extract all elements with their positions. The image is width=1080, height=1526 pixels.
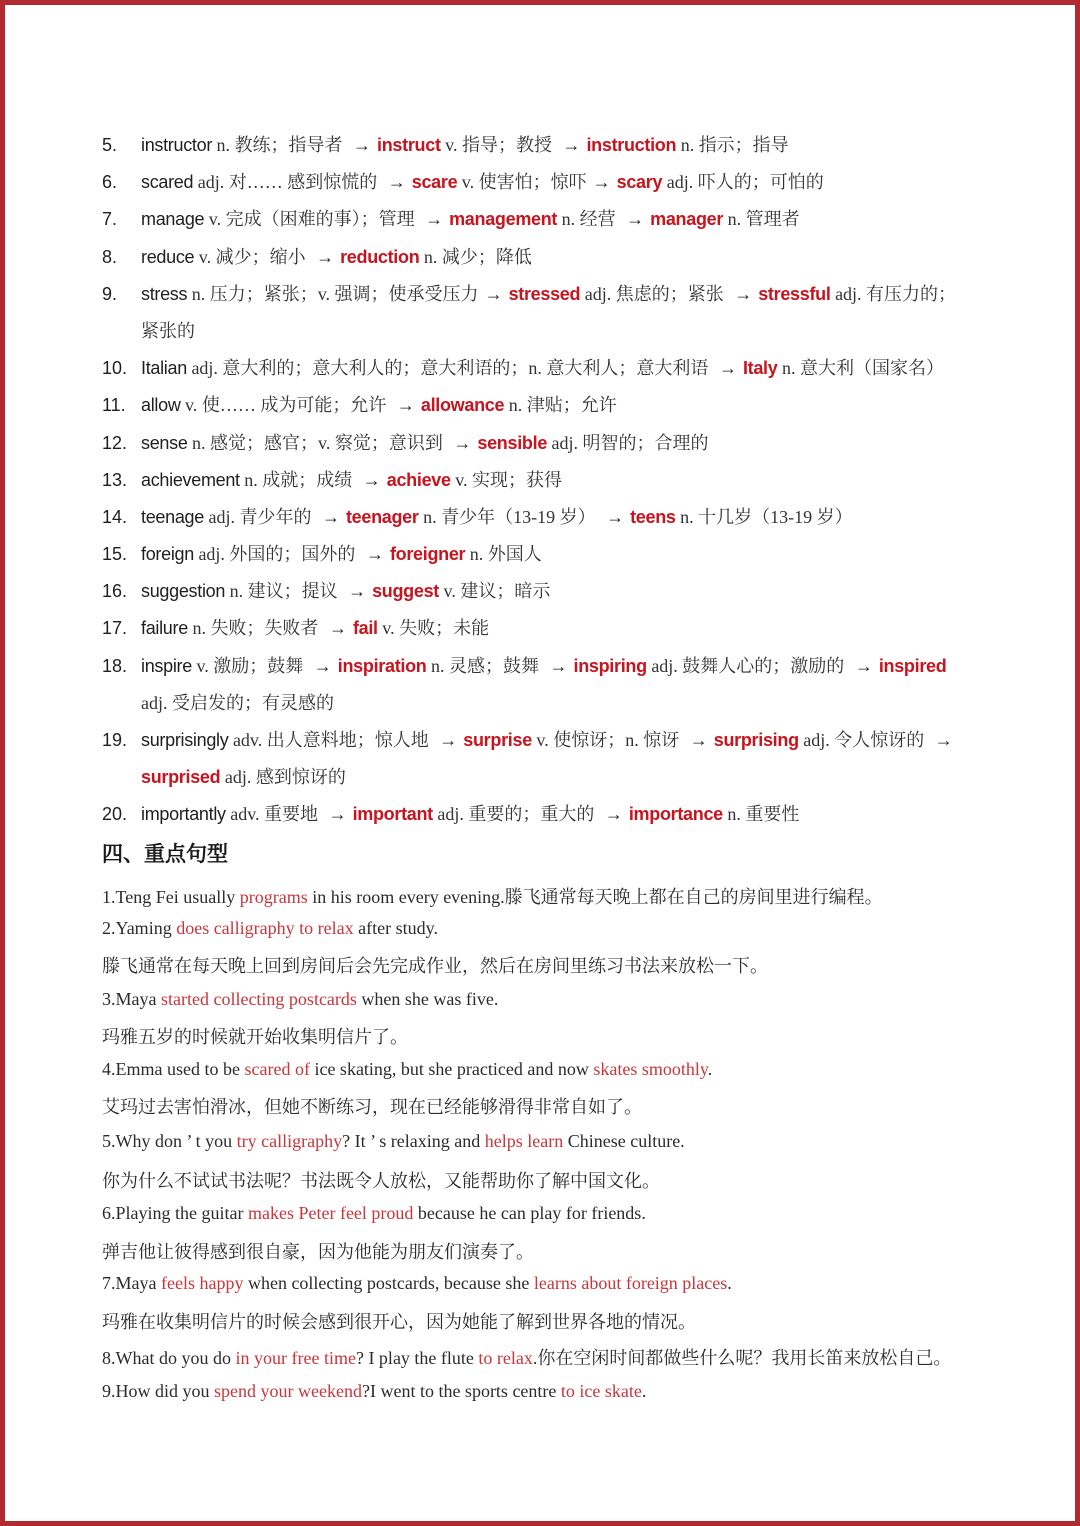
headword: failure [141, 618, 188, 639]
definition: n. 十几岁（13-19 岁） [675, 506, 853, 527]
derived-word: important [352, 804, 433, 825]
vocab-text [141, 499, 853, 536]
vocab-line [5, 499, 1080, 536]
derived-word: inspired [878, 655, 947, 676]
arrow-icon: → [328, 618, 347, 639]
definition: v. 使惊讶；n. 惊讶 [531, 730, 684, 750]
vocab-number: 18. [102, 655, 128, 676]
sentence-text: . [707, 1059, 713, 1079]
derived-word: teens [630, 506, 676, 527]
definition: v. 建议；暗示 [439, 581, 551, 602]
definition: n. 经营 [557, 209, 621, 230]
arrow-icon: → [362, 469, 381, 490]
sentence-text: after study. [353, 918, 438, 938]
vocab-line [5, 387, 1080, 424]
arrow-icon: → [328, 804, 347, 825]
derived-word: teenager [345, 506, 419, 527]
vocab-number: 13. [102, 469, 128, 490]
sentence-line [102, 918, 1062, 939]
sentence-text: ice skating, but she practiced and now [309, 1059, 594, 1079]
sentence-text: . [641, 1381, 647, 1401]
arrow-icon: → [718, 358, 737, 379]
definition: n. 管理者 [723, 209, 800, 230]
vocab-text [141, 462, 562, 499]
derived-word: instruction [586, 135, 677, 155]
vocab-line [5, 573, 1080, 610]
key-phrase: feels happy [160, 1273, 244, 1293]
headword: stress [141, 283, 188, 304]
arrow-icon: → [626, 209, 645, 230]
sentence-text: 3.Maya [102, 989, 161, 1009]
definition: n. 感觉；感官；v. 察觉；意识到 [187, 432, 448, 453]
vocab-text [141, 759, 346, 796]
sentence-text: 你为什么不试试书法呢？书法既令人放松，又能帮助你了解中国文化。 [102, 1171, 660, 1191]
headword: suggestion [141, 581, 226, 602]
definition: adj. 青少年的 [203, 506, 316, 527]
definition: v. 完成（困难的事）；管理 [204, 209, 420, 230]
definition: adv. 出人意料地；惊人地 [228, 730, 434, 750]
arrow-icon: → [604, 804, 623, 825]
sentence-text: .你在空闲时间都做些什么呢？我用长笛来放松自己。 [532, 1348, 952, 1368]
sentence-text: 4.Emma used to be [102, 1059, 245, 1079]
vocab-text [141, 239, 532, 276]
definition: adj. 感到惊讶的 [220, 767, 346, 788]
vocab-text [141, 313, 195, 350]
headword: scared [141, 172, 194, 193]
arrow-icon: → [353, 135, 372, 155]
sentence-text: ? I play the flute [355, 1348, 479, 1368]
arrow-icon: → [734, 283, 753, 304]
sentence-text: 5.Why don ’ t you [102, 1131, 237, 1151]
vocab-line [5, 685, 1080, 722]
headword: foreign [141, 544, 194, 565]
vocab-line [5, 536, 1080, 573]
derived-word: stressed [508, 283, 581, 304]
vocab-number: 17. [102, 618, 128, 639]
vocab-text [141, 201, 800, 238]
derived-word: reduction [340, 246, 420, 267]
sentence-text: 2.Yaming [102, 918, 177, 938]
headword: inspire [141, 655, 192, 676]
vocab-line [5, 239, 1080, 276]
vocab-text [141, 536, 542, 573]
vocab-number: 7. [102, 209, 118, 230]
definition: n. 意大利（国家名） [777, 358, 944, 379]
section-title: 四、重点句型 [102, 842, 228, 866]
definition: v. 激励；鼓舞 [191, 655, 308, 676]
definition: v. 失败；未能 [377, 618, 490, 639]
vocab-text [141, 648, 946, 685]
definition: n. 压力；紧张；v. 强调；使承受压力 [187, 283, 479, 304]
vocab-line [5, 759, 1080, 796]
key-phrase: in your free time [235, 1348, 356, 1368]
definition: adj. 意大利的；意大利人的；意大利语的；n. 意大利人；意大利语 [186, 358, 713, 379]
headword: allow [141, 395, 181, 416]
definition: n. 青少年（13-19 岁） [418, 506, 601, 527]
definition: n. 指示；指导 [676, 135, 789, 155]
sentence-text: 8.What do you do [102, 1348, 236, 1368]
key-phrase: to ice skate [560, 1381, 642, 1401]
definition: adv. 重要地 [225, 804, 323, 825]
sentence-text: 艾玛过去害怕滑冰，但她不断练习，现在已经能够滑得非常自如了。 [102, 1097, 642, 1117]
derived-word: inspiration [337, 655, 427, 676]
definition: adj. 鼓舞人心的；激励的 [646, 655, 849, 676]
vocab-number: 12. [102, 432, 128, 453]
definition: adj. 焦虑的；紧张 [580, 283, 729, 304]
arrow-icon: → [592, 172, 611, 193]
headword: teenage [141, 506, 204, 527]
arrow-icon: → [549, 655, 568, 676]
arrow-icon: → [854, 655, 873, 676]
arrow-icon: → [425, 209, 444, 230]
vocab-number: 6. [102, 172, 118, 193]
definition: adj. 明智的；合理的 [547, 432, 709, 453]
vocab-number: 8. [102, 246, 118, 267]
derived-word: stressful [758, 283, 831, 304]
vocab-number: 11. [102, 395, 126, 416]
sentence-line [102, 1381, 1062, 1402]
derived-word: allowance [420, 395, 505, 416]
sentence-line [102, 1059, 1062, 1080]
headword: reduce [141, 246, 195, 267]
definition: n. 建议；提议 [225, 581, 343, 602]
sentence-line [102, 1273, 1062, 1294]
definition: adj. 外国的；国外的 [193, 544, 360, 565]
key-phrase: learns about foreign places [533, 1273, 728, 1293]
definition: adj. 对…… 感到惊慌的 [193, 172, 382, 193]
definition: n. 教练；指导者 [212, 135, 348, 155]
arrow-icon: → [606, 506, 625, 527]
definition: adj. 令人惊讶的 [798, 730, 929, 750]
derived-word: importance [628, 804, 723, 825]
vocab-text [141, 573, 550, 610]
headword: instructor [141, 135, 213, 155]
definition: v. 使害怕；惊吓 [457, 172, 587, 193]
sentence-line [102, 1344, 1062, 1370]
vocab-text [141, 722, 959, 759]
vocab-line [5, 796, 1080, 833]
vocab-line [5, 127, 1080, 164]
headword: achievement [141, 469, 240, 490]
arrow-icon: → [453, 432, 472, 453]
vocab-text [141, 350, 944, 387]
key-phrase: skates smoothly [593, 1059, 708, 1079]
vocab-text [141, 796, 799, 833]
sentence-line [102, 1023, 1062, 1049]
arrow-icon: → [316, 246, 335, 267]
derived-word: inspiring [573, 655, 647, 676]
vocab-number: 9. [102, 283, 118, 304]
definition: adj. 有压力的； [830, 283, 957, 304]
definition: v. 实现；获得 [450, 469, 563, 490]
vocab-line [5, 722, 1080, 759]
sentence-text: ?I went to the sports centre [361, 1381, 561, 1401]
derived-word: manager [650, 209, 724, 230]
sentence-line [102, 1308, 1062, 1334]
arrow-icon: → [321, 506, 340, 527]
key-phrase: programs [239, 887, 308, 907]
derived-word: scare [411, 172, 458, 193]
headword: manage [141, 209, 205, 230]
vocab-number: 15. [102, 544, 128, 565]
arrow-icon: → [562, 135, 581, 155]
derived-word: foreigner [389, 544, 466, 565]
vocab-text [141, 127, 789, 164]
vocab-line [5, 462, 1080, 499]
vocabulary-list [5, 127, 1080, 834]
headword: sense [141, 432, 188, 453]
vocab-text [141, 425, 709, 462]
derived-word: scary [616, 172, 663, 193]
arrow-icon: → [387, 172, 406, 193]
vocab-line [5, 201, 1080, 238]
sentence-text: 1.Teng Fei usually [102, 887, 240, 907]
derived-word: sensible [477, 432, 548, 453]
arrow-icon: → [396, 395, 415, 416]
definition: v. 减少；缩小 [194, 246, 311, 267]
definition: n. 减少；降低 [419, 246, 532, 267]
sentence-line [102, 989, 1062, 1010]
sentence-line [102, 1238, 1062, 1264]
key-phrase: does calligraphy to relax [176, 918, 354, 938]
sentence-line [102, 952, 1062, 978]
sentence-text: 7.Maya [102, 1273, 161, 1293]
sentence-line [102, 1093, 1062, 1119]
arrow-icon: → [934, 730, 953, 750]
key-phrase: scared of [244, 1059, 310, 1079]
sentence-line [102, 1131, 1062, 1152]
derived-word: surprised [141, 767, 221, 788]
sentence-line [102, 1203, 1062, 1224]
vocab-number: 16. [102, 581, 128, 602]
sentence-text: 6.Playing the guitar [102, 1203, 248, 1223]
arrow-icon: → [439, 730, 458, 750]
definition: n. 重要性 [722, 804, 800, 825]
definition: n. 外国人 [465, 544, 542, 565]
sentence-text: 滕飞通常在每天晚上回到房间后会先完成作业，然后在房间里练习书法来放松一下。 [102, 956, 768, 976]
definition: n. 津贴；允许 [504, 395, 617, 416]
vocab-line [5, 164, 1080, 201]
arrow-icon: → [484, 283, 503, 304]
definition: adj. 吓人的；可怕的 [662, 172, 824, 193]
sentence-text: . [727, 1273, 732, 1293]
derived-word: instruct [377, 135, 441, 155]
definition: adj. 受启发的；有灵感的 [141, 692, 334, 713]
derived-word: surprising [713, 730, 799, 750]
vocab-line [5, 276, 1080, 313]
definition: v. 指导；教授 [440, 135, 557, 155]
derived-word: fail [352, 618, 378, 639]
vocab-line [5, 610, 1080, 647]
key-phrase: makes Peter feel proud [247, 1203, 414, 1223]
vocab-line [5, 648, 1080, 685]
derived-word: management [449, 209, 558, 230]
key-phrase: started collecting postcards [160, 989, 357, 1009]
sentence-text: 弹吉他让彼得感到很自豪，因为他能为朋友们演奏了。 [102, 1242, 534, 1262]
vocab-text [141, 387, 617, 424]
headword: Italian [141, 358, 187, 379]
derived-word: suggest [372, 581, 439, 602]
definition: n. 失败；失败者 [187, 618, 323, 639]
key-phrase: try calligraphy [236, 1131, 343, 1151]
sentence-text: when she was five. [356, 989, 499, 1009]
definition: n. 成就；成绩 [239, 469, 357, 490]
arrow-icon: → [348, 581, 367, 602]
vocab-number: 14. [102, 506, 128, 527]
derived-word: surprise [463, 730, 532, 750]
sentence-text: 玛雅在收集明信片的时候会感到很开心，因为她能了解到世界各地的情况。 [102, 1312, 696, 1332]
vocab-text [141, 276, 956, 313]
sentence-line [102, 883, 1062, 909]
headword: importantly [141, 804, 226, 825]
sentence-text: when collecting postcards, because she [243, 1273, 534, 1293]
key-phrase: spend your weekend [214, 1381, 362, 1401]
sentence-text: 玛雅五岁的时候就开始收集明信片了。 [102, 1027, 408, 1047]
vocab-line [5, 313, 1080, 350]
vocab-number: 19. [102, 730, 128, 750]
arrow-icon: → [313, 655, 332, 676]
vocab-number: 20. [102, 804, 128, 825]
definition: 紧张的 [141, 320, 195, 341]
vocab-text [141, 685, 334, 722]
vocab-line [5, 425, 1080, 462]
vocab-line [5, 350, 1080, 387]
arrow-icon: → [365, 544, 384, 565]
sentence-text: Chinese culture. [563, 1131, 685, 1151]
key-phrase: helps learn [484, 1131, 564, 1151]
sentence-text: 9.How did you [102, 1381, 214, 1401]
derived-word: achieve [386, 469, 451, 490]
vocab-text [141, 610, 489, 647]
key-phrase: to relax [478, 1348, 533, 1368]
definition: n. 灵感；鼓舞 [426, 655, 544, 676]
headword: surprisingly [141, 730, 229, 750]
definition: v. 使…… 成为可能；允许 [180, 395, 391, 416]
sentence-text: ? It ’ s relaxing and [342, 1131, 485, 1151]
definition: adj. 重要的；重大的 [432, 804, 599, 825]
sentence-text: because he can play for friends. [413, 1203, 646, 1223]
vocab-number: 5. [102, 135, 118, 155]
vocab-text [141, 164, 824, 201]
derived-word: Italy [742, 358, 778, 379]
sentence-line [102, 1167, 1062, 1193]
sentence-text: in his room every evening.滕飞通常每天晚上都在自己的房间里进行编程。 [307, 887, 883, 907]
arrow-icon: → [689, 730, 708, 750]
vocab-number: 10. [102, 358, 128, 379]
